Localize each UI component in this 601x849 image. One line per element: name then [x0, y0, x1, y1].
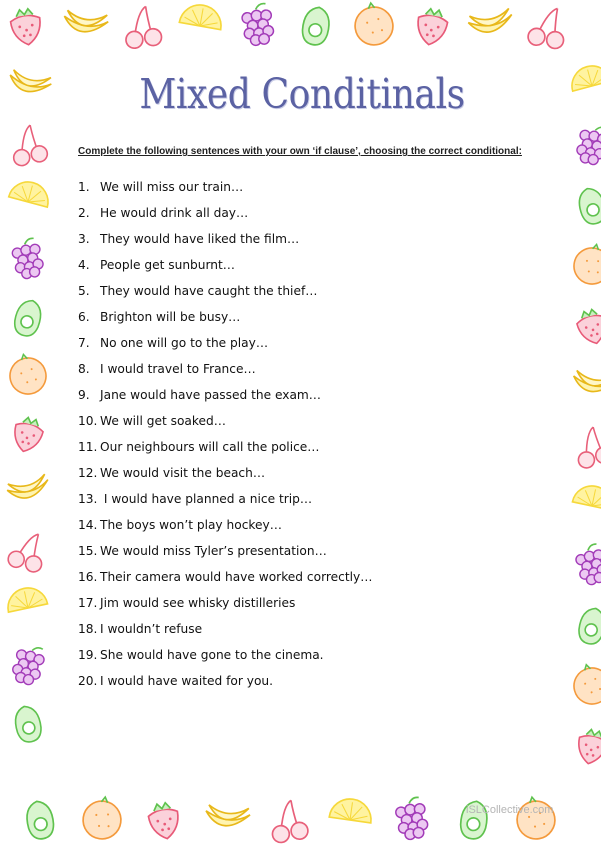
list-item [78, 412, 372, 438]
item-text: People get sunburnt… [100, 258, 235, 272]
item-text: We would visit the beach… [100, 466, 266, 480]
item-text: They would have caught the thief… [100, 284, 318, 298]
item-text: Our neighbours will call the police… [100, 440, 320, 454]
item-text: Jim would see whisky distilleries [100, 596, 296, 610]
grapes-icon [10, 237, 45, 280]
item-number: 12. [78, 466, 98, 480]
banana-icon [6, 474, 51, 502]
worksheet-content [62, 0, 582, 849]
list-item [78, 386, 372, 412]
cherry-icon [6, 528, 49, 574]
list-item [78, 334, 372, 360]
page-title: Mixed Conditinals [139, 70, 465, 118]
item-number: 10. [78, 414, 98, 428]
item-number: 19. [78, 648, 98, 662]
item-number: 16. [78, 570, 98, 584]
item-number: 6. [78, 310, 90, 324]
lemon-icon [4, 584, 47, 612]
list-item [78, 438, 372, 464]
item-number: 5. [78, 284, 90, 298]
avocado-icon [12, 704, 43, 744]
lemon-icon [9, 178, 53, 208]
item-text: I would have waited for you. [100, 674, 273, 688]
item-number: 8. [78, 362, 90, 376]
list-item [78, 620, 372, 646]
sentence-list [78, 178, 372, 698]
item-number: 9. [78, 388, 90, 402]
item-text: We would miss Tyler’s presentation… [100, 544, 327, 558]
item-text: No one will go to the play… [100, 336, 269, 350]
list-item [78, 256, 372, 282]
item-number: 7. [78, 336, 90, 350]
item-number: 11. [78, 440, 98, 454]
orange-icon [6, 351, 50, 398]
item-text: I would travel to France… [100, 362, 256, 376]
cherry-icon [8, 123, 49, 167]
item-text: The boys won’t play hockey… [100, 518, 282, 532]
avocado-icon [24, 799, 56, 841]
instructions-text: Complete the following sentences with your own ‘if clause’, choosing the correct conditional: [78, 146, 522, 157]
item-text: I would have planned a nice trip… [100, 492, 313, 506]
item-text: He would drink all day… [100, 206, 249, 220]
list-item [78, 308, 372, 334]
list-item [78, 282, 372, 308]
item-number: 14. [78, 518, 98, 532]
strawberry-icon [9, 7, 43, 46]
list-item [78, 464, 372, 490]
item-number: 17. [78, 596, 98, 610]
list-item [78, 178, 372, 204]
list-item [78, 646, 372, 672]
strawberry-icon [10, 415, 46, 455]
avocado-icon [12, 297, 45, 338]
list-item [78, 360, 372, 386]
item-number: 4. [78, 258, 90, 272]
item-text: They would have liked the film… [100, 232, 300, 246]
item-text: Brighton will be busy… [100, 310, 241, 324]
list-item [78, 568, 372, 594]
list-item [78, 672, 372, 698]
list-item [78, 204, 372, 230]
item-text: We will get soaked… [100, 414, 226, 428]
list-item [78, 490, 372, 516]
item-number: 20. [78, 674, 98, 688]
item-number: 2. [78, 206, 90, 220]
banana-icon [7, 67, 53, 97]
item-text: Their camera would have worked correctly… [100, 570, 373, 584]
item-text: She would have gone to the cinema. [100, 648, 324, 662]
list-item [78, 230, 372, 256]
item-text: We will miss our train… [100, 180, 244, 194]
item-number: 18. [78, 622, 98, 636]
item-number: 3. [78, 232, 90, 246]
item-number: 1. [78, 180, 90, 194]
list-item [78, 594, 372, 620]
list-item [78, 542, 372, 568]
item-text: Jane would have passed the exam… [100, 388, 321, 402]
item-text: I wouldn’t refuse [100, 622, 203, 636]
item-number: 15. [78, 544, 98, 558]
list-item [78, 516, 372, 542]
grapes-icon [10, 643, 47, 687]
watermark: iSLCollective.com [466, 804, 554, 816]
item-number: 13. [78, 492, 98, 506]
